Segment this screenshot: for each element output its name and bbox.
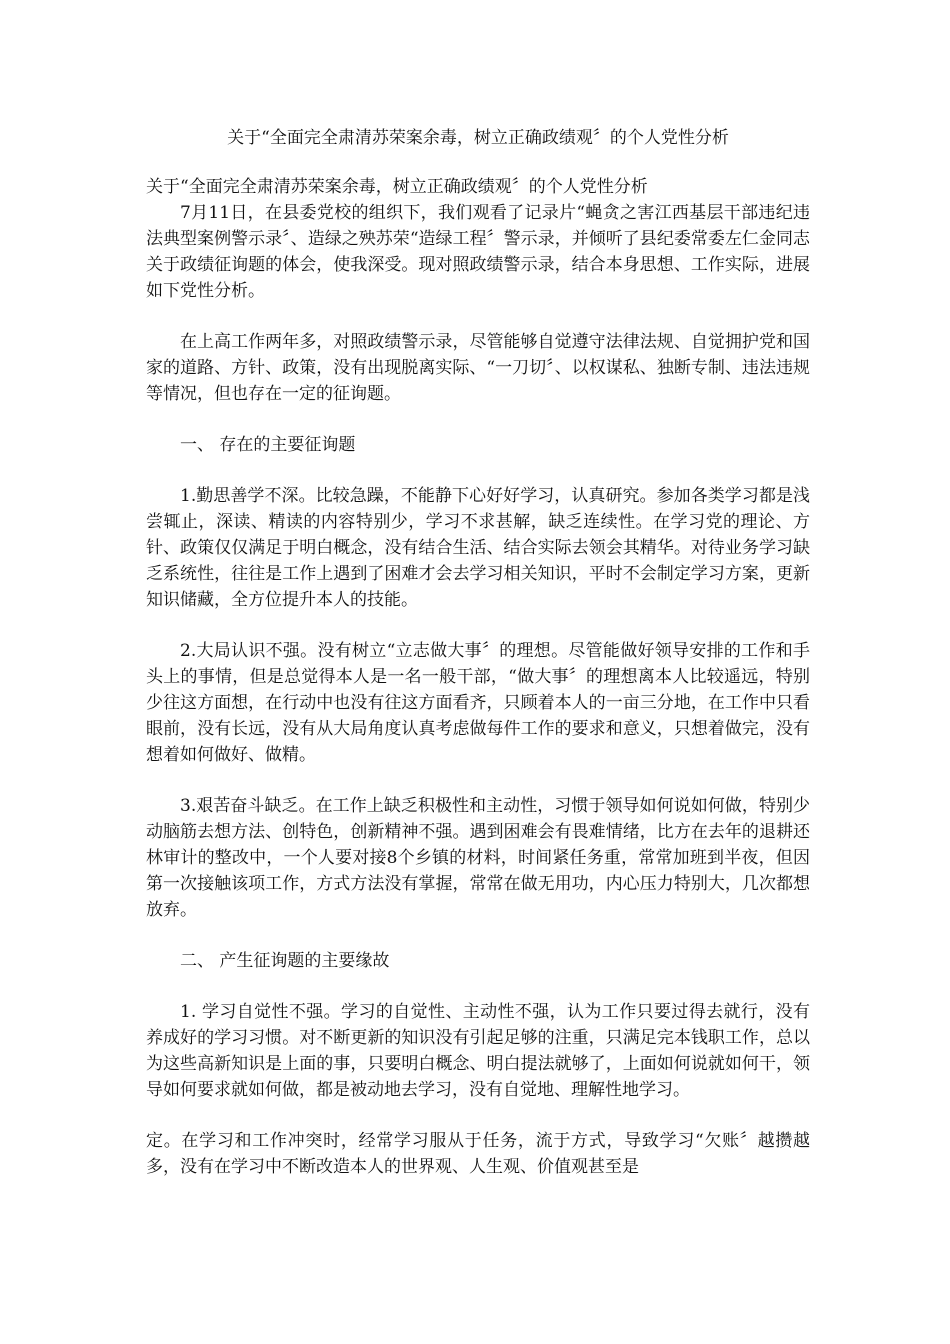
continued-fragment: 定。在学习和工作冲突时，经常学习服从于任务，流于方式，导致学习“欠账〞越攒越多，没有在学习中不断改造本人的世界观、人生观、价值观甚至是: [146, 1131, 810, 1177]
section-1-item-1: 1.勤思善学不深。比较急躁，不能静下心好好学习，认真研究。参加各类学习都是浅尝辄止，深读、精读的内容特别少，学习不求甚解，缺乏连续性。在学习党的理论、方针、政策仅仅满足于明白概念，没有结合生活、结合实际去领会其精华。对待业务学习缺乏系统性，往往是工作上遇到了困难才会去学习相关知识，平时不会制定学习方案，更新知识储藏，全方位提升本人的技能。: [146, 486, 810, 610]
document-title: 关于“全面完全肃清苏荣案余毒，树立正确政绩观〞的个人党性分析: [227, 128, 729, 148]
intro-paragraph: 7月11日，在县委党校的组织下，我们观看了记录片“蝇贪之害江西基层干部违纪违法典型案例警示录〞、造绿之殃苏荣“造绿工程〞警示录，并倾听了县纪委常委左仁金同志关于政绩征询题的体会，使我深受。现对照政绩警示录，结合本身思想、工作实际，进展如下党性分析。: [146, 203, 810, 301]
section-1-heading: 一、 存在的主要征询题: [180, 435, 356, 455]
section-2-heading: 二、 产生征询题的主要缘故: [180, 951, 390, 971]
section-2-item-1: 1. 学习自觉性不强。学习的自觉性、主动性不强，认为工作只要过得去就行，没有养成好的学习习惯。对不断更新的知识没有引起足够的注重，只满足完本钱职工作，总以为这些高新知识是上面的事，只要明白概念、明白提法就够了，上面如何说就如何干，领导如何要求就如何做，都是被动地去学习，没有自觉地、理解性地学习。: [146, 1002, 810, 1100]
overview-paragraph: 在上高工作两年多，对照政绩警示录，尽管能够自觉遵守法律法规、自觉拥护党和国家的道路、方针、政策，没有出现脱离实际、“一刀切〞、以权谋私、独断专制、违法违规等情况，但也存在一定的征询题。: [146, 332, 810, 404]
document-subtitle: 关于“全面完全肃清苏荣案余毒，树立正确政绩观〞的个人党性分析: [146, 177, 648, 197]
section-1-item-3: 3.艰苦奋斗缺乏。在工作上缺乏积极性和主动性，习惯于领导如何说如何做，特别少动脑筋去想方法、创特色，创新精神不强。遇到困难会有畏难情绪，比方在去年的退耕还林审计的整改中，一个人要对接8个乡镇的材料，时间紧任务重，常常加班到半夜，但因第一次接触该项工作，方式方法没有掌握，常常在做无用功，内心压力特别大，几次都想放弃。: [146, 796, 810, 920]
section-1-item-2: 2.大局认识不强。没有树立“立志做大事〞的理想。尽管能做好领导安排的工作和手头上的事情，但是总觉得本人是一名一般干部，“做大事〞的理想离本人比较遥远，特别少往这方面想，在行动中也没有往这方面看齐，只顾着本人的一亩三分地，在工作中只看眼前，没有长远，没有从大局角度认真考虑做每件工作的要求和意义，只想着做完，没有想着如何做好、做精。: [146, 641, 810, 765]
